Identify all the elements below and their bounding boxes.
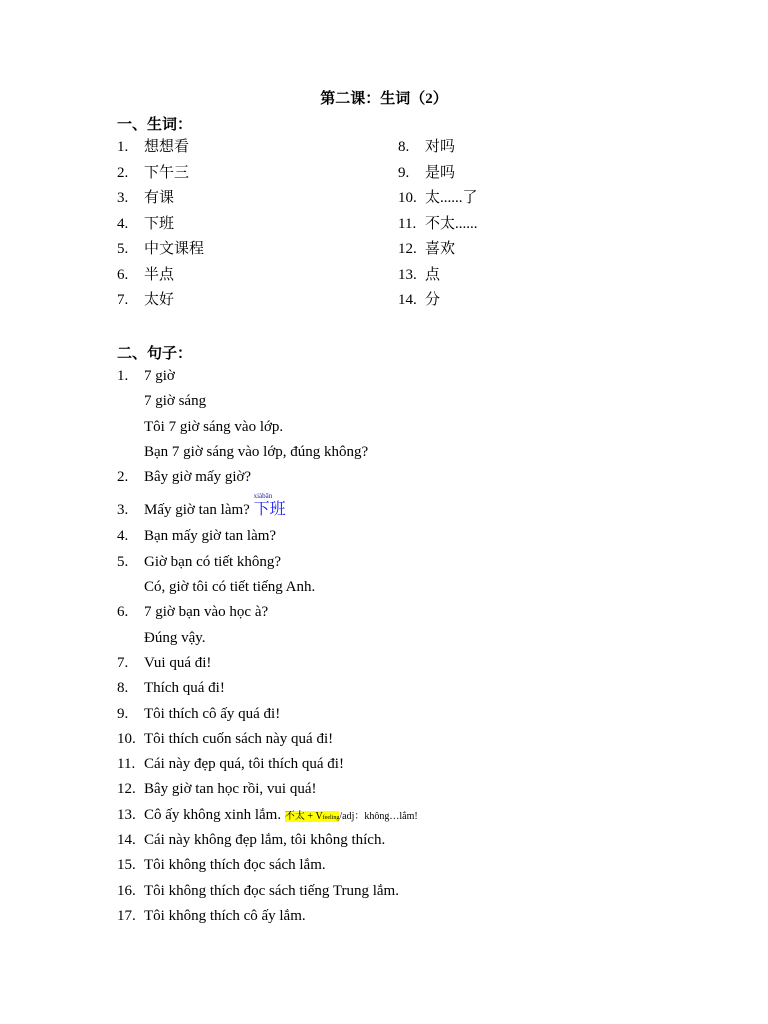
sentence-item: 14. Cái này không đẹp lắm, tôi không thích. xyxy=(117,832,386,849)
grammar-highlight: 不太 + Vfeeling xyxy=(284,810,340,822)
sentence-item: 7. Vui quá đi! xyxy=(117,654,212,671)
vocab-item: 10. 太......了 xyxy=(398,190,478,206)
vocab-item: 7. 太好 xyxy=(117,292,175,308)
sentence-item: Bạn 7 giờ sáng vào lớp, đúng không? xyxy=(144,443,369,460)
sentence-item: 5. Giờ bạn có tiết không? xyxy=(117,553,282,570)
vocab-list-left xyxy=(117,137,204,316)
sentence-item: 15. Tôi không thích đọc sách lắm. xyxy=(117,857,326,874)
hanzi-word: 下班 xyxy=(253,501,286,519)
sentence-item: Có, giờ tôi có tiết tiếng Anh. xyxy=(144,579,316,596)
grammar-note: 不太 + Vfeeling/adj：không…lắm! xyxy=(284,810,418,822)
pinyin-label: xiàbān xyxy=(253,492,273,501)
sentence-item: 4. Bạn mấy giờ tan làm? xyxy=(117,528,277,545)
sentence-item: 16. Tôi không thích đọc sách tiếng Trung lắm. xyxy=(117,882,399,899)
vocab-item: 6. 半点 xyxy=(117,266,175,283)
vocab-item: 4. 下班 xyxy=(117,215,175,232)
sentence-item: 2. Bây giờ mấy giờ? xyxy=(117,469,252,486)
sentence-item: Đúng vậy. xyxy=(144,629,206,646)
sentence-item: 11. Cái này đẹp quá, tôi thích quá đi! xyxy=(117,756,344,773)
vocab-item: 13. 点 xyxy=(398,266,441,283)
sentence-item: 13. Cô ấy không xinh lắm. 不太 + Vfeeling/adj：không…lắm! xyxy=(117,806,418,823)
sentence-item: 12. Bây giờ tan học rồi, vui quá! xyxy=(117,781,317,798)
sentence-item: 1. 7 giờ xyxy=(117,368,175,384)
sentence-item: 10. Tôi thích cuốn sách này quá đi! xyxy=(117,730,334,747)
sentence-item: 6. 7 giờ bạn vào học à? xyxy=(117,604,269,621)
vocab-item: 9. 是吗 xyxy=(398,164,456,181)
vocab-item: 12. 喜欢 xyxy=(398,241,456,257)
vocab-item: 8. 对吗 xyxy=(398,139,456,155)
sentence-item: 7 giờ sáng xyxy=(144,393,207,410)
sentence-item: 17. Tôi không thích cô ấy lắm. xyxy=(117,907,306,924)
document-title: 第二课：生词（2） xyxy=(320,91,448,107)
sentence-list xyxy=(117,366,717,931)
vocab-item: 5. 中文课程 xyxy=(117,241,205,257)
sentence-item: 3. Mấy giờ tan làm? xiàbān 下班 xyxy=(117,492,717,526)
ruby-annotation xyxy=(253,492,286,520)
sentence-item: 9. Tôi thích cô ấy quá đi! xyxy=(117,705,281,722)
vocab-list-right xyxy=(398,137,478,316)
vocab-heading: 一、生词： xyxy=(117,117,193,133)
vocab-item: 1. 想想看 xyxy=(117,139,190,155)
sentence-item: 8. Thích quá đi! xyxy=(117,680,225,697)
sentence-item: Tôi 7 giờ sáng vào lớp. xyxy=(144,418,284,435)
vocab-item: 2. 下午三 xyxy=(117,164,190,181)
vocab-item: 14. 分 xyxy=(398,292,441,308)
sentences-heading: 二、句子： xyxy=(117,346,193,362)
vocab-item: 3. 有课 xyxy=(117,190,175,206)
vocab-item: 11. 不太...... xyxy=(398,215,478,232)
